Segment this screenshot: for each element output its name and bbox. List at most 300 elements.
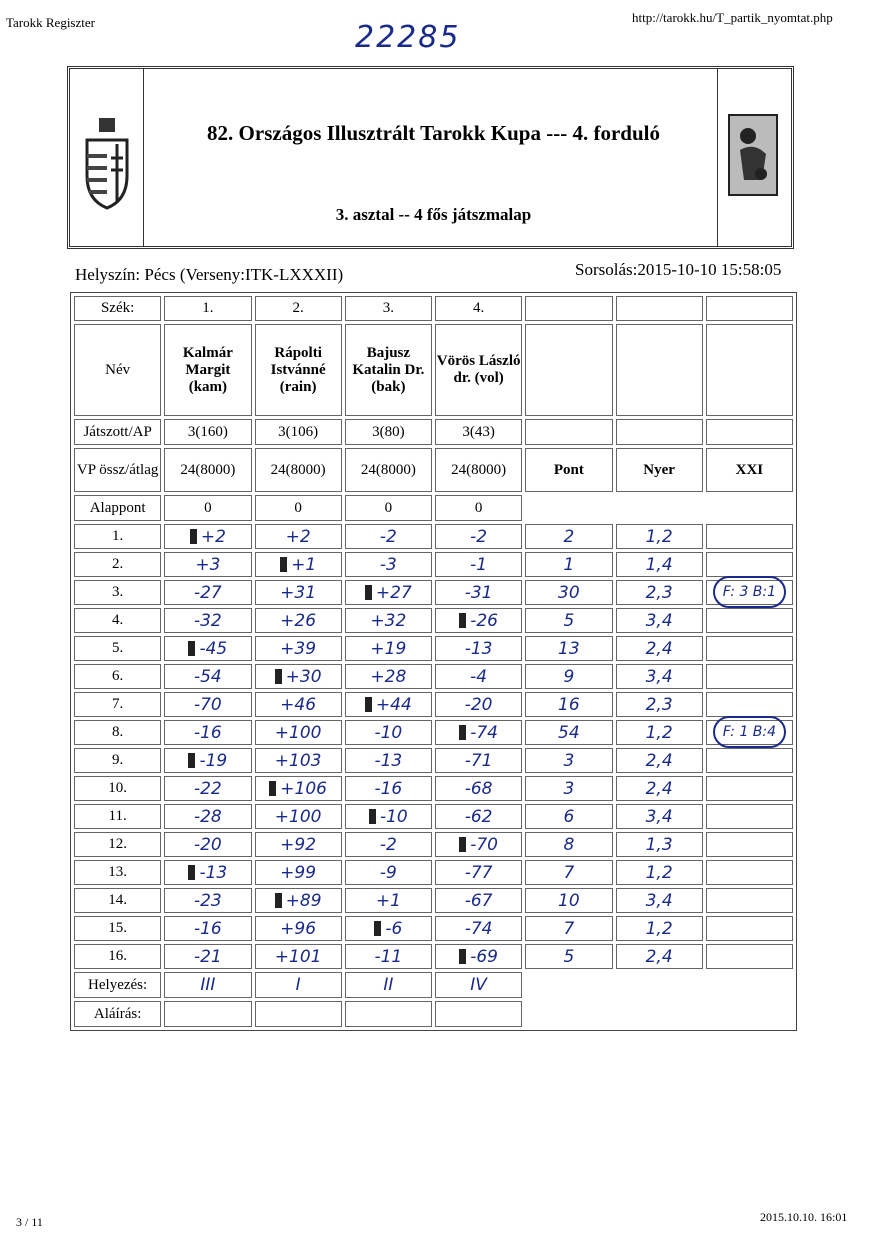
played-value: 3(106) — [255, 419, 342, 445]
nyer-value: 3,4 — [616, 664, 703, 689]
score-value: +30 — [285, 666, 322, 687]
score-cell — [255, 832, 342, 857]
score-cell — [255, 916, 342, 941]
score-cell — [435, 552, 522, 577]
score-cell — [345, 860, 432, 885]
score-value: +3 — [195, 554, 221, 575]
coat-of-arms-cell — [70, 69, 144, 246]
dealer-mark-icon — [280, 557, 287, 572]
score-value: -13 — [199, 862, 228, 883]
game-number: 5. — [74, 636, 161, 661]
score-value: +27 — [375, 582, 412, 603]
game-number: 6. — [74, 664, 161, 689]
score-value: +46 — [280, 694, 317, 715]
score-cell — [255, 692, 342, 717]
nyer-value: 3,4 — [616, 888, 703, 913]
score-value: -13 — [464, 638, 493, 659]
score-value: -2 — [379, 834, 397, 855]
base-value: 0 — [255, 495, 342, 521]
score-cell — [255, 608, 342, 633]
game-number: 1. — [74, 524, 161, 549]
score-cell — [164, 860, 251, 885]
score-value: +96 — [280, 918, 317, 939]
score-value: +1 — [375, 890, 401, 911]
score-value: -2 — [379, 526, 397, 547]
xxi-cell — [706, 804, 793, 829]
table-row — [74, 916, 793, 941]
score-value: -9 — [379, 862, 397, 883]
score-value: -71 — [464, 750, 493, 771]
pont-value: 10 — [525, 888, 612, 913]
score-value: -20 — [193, 834, 222, 855]
score-value: +19 — [370, 638, 407, 659]
nyer-value: 1,3 — [616, 832, 703, 857]
score-cell — [435, 804, 522, 829]
table-row — [74, 664, 793, 689]
score-cell — [435, 776, 522, 801]
score-cell — [255, 860, 342, 885]
dealer-mark-icon — [275, 893, 282, 908]
game-number: 4. — [74, 608, 161, 633]
score-value: +101 — [274, 946, 322, 967]
score-cell — [255, 524, 342, 549]
empty-cell — [616, 419, 703, 445]
score-cell — [164, 552, 251, 577]
score-value: -28 — [193, 806, 222, 827]
score-cell — [255, 888, 342, 913]
pont-value: 7 — [525, 860, 612, 885]
score-value: +100 — [274, 722, 322, 743]
score-value: -74 — [470, 722, 499, 743]
score-cell — [435, 944, 522, 969]
score-value: -13 — [374, 750, 403, 771]
nyer-value: 1,2 — [616, 916, 703, 941]
dealer-mark-icon — [269, 781, 276, 796]
score-cell — [435, 832, 522, 857]
vp-value: 24(8000) — [255, 448, 342, 492]
pont-value: 30 — [525, 580, 612, 605]
score-cell — [345, 916, 432, 941]
score-value: +89 — [285, 890, 322, 911]
game-number: 15. — [74, 916, 161, 941]
score-cell — [255, 720, 342, 745]
xxi-note: F: 3 B:1 — [713, 576, 786, 608]
table-row — [74, 636, 793, 661]
page-url: http://tarokk.hu/T_partik_nyomtat.php — [632, 10, 833, 25]
score-cell — [345, 804, 432, 829]
xxi-cell — [706, 664, 793, 689]
score-value: -23 — [193, 890, 222, 911]
score-cell — [255, 944, 342, 969]
table-row — [74, 776, 793, 801]
empty-cell — [616, 324, 703, 416]
game-number: 12. — [74, 832, 161, 857]
score-table — [70, 292, 797, 1031]
name-label: Név — [74, 324, 161, 416]
table-row — [74, 944, 793, 969]
xxi-cell — [706, 748, 793, 773]
score-value: -1 — [470, 554, 488, 575]
page-number: 3 / 11 — [16, 1215, 43, 1229]
xxi-cell — [706, 888, 793, 913]
score-cell — [435, 888, 522, 913]
score-cell — [435, 636, 522, 661]
rank-value: III — [164, 972, 251, 998]
dealer-mark-icon — [365, 585, 372, 600]
score-value: -19 — [199, 750, 228, 771]
empty-cell — [525, 1001, 612, 1027]
xxi-cell — [706, 944, 793, 969]
empty-cell — [616, 972, 703, 998]
seat-number: 3. — [345, 296, 432, 321]
score-cell — [164, 636, 251, 661]
nyer-value: 2,4 — [616, 776, 703, 801]
xxi-header: XXI — [706, 448, 793, 492]
signature-label: Aláírás: — [74, 1001, 161, 1027]
table-row — [74, 296, 793, 321]
score-value: +100 — [274, 806, 322, 827]
score-cell — [164, 608, 251, 633]
vp-value: 24(8000) — [164, 448, 251, 492]
player-name: Vörös László dr. (vol) — [435, 324, 522, 416]
pont-value: 7 — [525, 916, 612, 941]
table-row — [74, 804, 793, 829]
score-cell — [345, 776, 432, 801]
table-row — [74, 495, 793, 521]
player-name: Bajusz Katalin Dr. (bak) — [345, 324, 432, 416]
score-cell — [345, 608, 432, 633]
pont-value: 3 — [525, 776, 612, 801]
xxi-cell — [706, 608, 793, 633]
xxi-note: F: 1 B:4 — [713, 716, 786, 748]
score-value: -20 — [464, 694, 493, 715]
empty-cell — [616, 296, 703, 321]
page-title: 82. Országos Illusztrált Tarokk Kupa --- 4. forduló — [207, 121, 660, 145]
seat-number: 1. — [164, 296, 251, 321]
score-cell — [164, 916, 251, 941]
pont-value: 3 — [525, 748, 612, 773]
played-value: 3(80) — [345, 419, 432, 445]
score-cell — [345, 748, 432, 773]
score-value: +1 — [291, 554, 317, 575]
score-cell — [164, 664, 251, 689]
nyer-value: 2,3 — [616, 580, 703, 605]
table-row — [74, 324, 793, 416]
empty-cell — [706, 972, 793, 998]
vp-label: VP össz/átlag — [74, 448, 161, 492]
nyer-value: 1,2 — [616, 524, 703, 549]
played-value: 3(43) — [435, 419, 522, 445]
seat-number: 2. — [255, 296, 342, 321]
game-number: 13. — [74, 860, 161, 885]
score-value: -16 — [374, 778, 403, 799]
score-cell — [435, 860, 522, 885]
score-value: +99 — [280, 862, 317, 883]
score-cell — [435, 664, 522, 689]
game-number: 9. — [74, 748, 161, 773]
signature-cell — [345, 1001, 432, 1027]
signature-cell — [435, 1001, 522, 1027]
score-cell — [255, 776, 342, 801]
xxi-cell — [706, 636, 793, 661]
score-cell — [345, 636, 432, 661]
score-cell — [164, 748, 251, 773]
player-name: Rápolti Istvánné (rain) — [255, 324, 342, 416]
score-cell — [164, 776, 251, 801]
score-value: +103 — [274, 750, 322, 771]
game-number: 10. — [74, 776, 161, 801]
nyer-value: 3,4 — [616, 804, 703, 829]
dealer-mark-icon — [459, 837, 466, 852]
rank-label: Helyezés: — [74, 972, 161, 998]
played-label: Játszott/AP — [74, 419, 161, 445]
empty-cell — [706, 419, 793, 445]
dealer-mark-icon — [188, 753, 195, 768]
score-cell — [345, 580, 432, 605]
pont-value: 8 — [525, 832, 612, 857]
pont-value: 16 — [525, 692, 612, 717]
empty-cell — [616, 1001, 703, 1027]
table-row — [74, 720, 793, 745]
pont-value: 5 — [525, 944, 612, 969]
player-name: Kalmár Margit (kam) — [164, 324, 251, 416]
score-cell — [164, 692, 251, 717]
table-row — [74, 448, 793, 492]
score-value: -10 — [379, 806, 408, 827]
score-cell — [164, 524, 251, 549]
table-row — [74, 552, 793, 577]
dealer-mark-icon — [459, 613, 466, 628]
table-row — [74, 1001, 793, 1027]
score-value: +39 — [280, 638, 317, 659]
score-value: -10 — [374, 722, 403, 743]
score-value: +92 — [280, 834, 317, 855]
score-value: -11 — [374, 946, 403, 967]
score-value: +32 — [370, 610, 407, 631]
score-cell — [255, 580, 342, 605]
score-cell — [345, 664, 432, 689]
score-value: -21 — [193, 946, 222, 967]
score-cell — [255, 804, 342, 829]
score-value: -16 — [193, 722, 222, 743]
score-cell — [435, 580, 522, 605]
base-value: 0 — [164, 495, 251, 521]
signature-cell — [164, 1001, 251, 1027]
score-value: -31 — [464, 582, 493, 603]
rank-value: IV — [435, 972, 522, 998]
pont-value: 1 — [525, 552, 612, 577]
xxi-cell — [706, 580, 793, 605]
empty-cell — [525, 495, 612, 521]
table-row — [74, 832, 793, 857]
score-value: +26 — [280, 610, 317, 631]
seat-number: 4. — [435, 296, 522, 321]
score-cell — [435, 692, 522, 717]
pont-value: 54 — [525, 720, 612, 745]
empty-cell — [706, 324, 793, 416]
score-cell — [255, 748, 342, 773]
table-row — [74, 419, 793, 445]
nyer-value: 3,4 — [616, 608, 703, 633]
score-value: -70 — [193, 694, 222, 715]
xxi-cell — [706, 692, 793, 717]
pont-header: Pont — [525, 448, 612, 492]
score-value: -70 — [470, 834, 499, 855]
empty-cell — [706, 1001, 793, 1027]
dealer-mark-icon — [190, 529, 197, 544]
score-cell — [345, 944, 432, 969]
score-cell — [164, 888, 251, 913]
nyer-value: 1,2 — [616, 860, 703, 885]
empty-cell — [525, 972, 612, 998]
draw-timestamp: Sorsolás:2015-10-10 15:58:05 — [575, 260, 782, 279]
nyer-value: 2,4 — [616, 748, 703, 773]
game-number: 8. — [74, 720, 161, 745]
score-value: -45 — [199, 638, 228, 659]
rank-value: II — [345, 972, 432, 998]
dealer-mark-icon — [369, 809, 376, 824]
score-value: +44 — [375, 694, 412, 715]
score-value: +106 — [280, 778, 327, 799]
score-cell — [345, 720, 432, 745]
played-value: 3(160) — [164, 419, 251, 445]
table-row — [74, 580, 793, 605]
table-row — [74, 972, 793, 998]
empty-cell — [706, 495, 793, 521]
pont-value: 9 — [525, 664, 612, 689]
xxi-cell — [706, 552, 793, 577]
table-row — [74, 860, 793, 885]
pont-value: 2 — [525, 524, 612, 549]
seat-label: Szék: — [74, 296, 161, 321]
dealer-mark-icon — [374, 921, 381, 936]
score-value: -16 — [193, 918, 222, 939]
table-row — [74, 692, 793, 717]
score-value: +28 — [370, 666, 407, 687]
game-number: 2. — [74, 552, 161, 577]
dealer-mark-icon — [188, 865, 195, 880]
score-value: -74 — [464, 918, 493, 939]
nyer-value: 1,2 — [616, 720, 703, 745]
pont-value: 5 — [525, 608, 612, 633]
dealer-mark-icon — [365, 697, 372, 712]
dealer-mark-icon — [188, 641, 195, 656]
pont-value: 13 — [525, 636, 612, 661]
nyer-value: 2,4 — [616, 636, 703, 661]
table-row — [74, 608, 793, 633]
score-cell — [164, 580, 251, 605]
score-value: -2 — [470, 526, 488, 547]
score-cell — [345, 552, 432, 577]
score-cell — [255, 636, 342, 661]
dealer-mark-icon — [459, 949, 466, 964]
score-value: -27 — [193, 582, 222, 603]
table-row — [74, 888, 793, 913]
table-row — [74, 524, 793, 549]
score-cell — [164, 832, 251, 857]
nyer-value: 2,3 — [616, 692, 703, 717]
page-subtitle: 3. asztal -- 4 fős játszmalap — [335, 205, 532, 224]
score-value: +2 — [200, 526, 226, 547]
score-value: -62 — [464, 806, 493, 827]
base-label: Alappont — [74, 495, 161, 521]
score-value: -54 — [193, 666, 222, 687]
score-value: +31 — [280, 582, 317, 603]
game-number: 11. — [74, 804, 161, 829]
tarokk-card-icon — [728, 114, 778, 196]
rank-value: I — [255, 972, 342, 998]
vp-value: 24(8000) — [345, 448, 432, 492]
score-value: -3 — [379, 554, 397, 575]
empty-cell — [525, 419, 612, 445]
score-cell — [164, 720, 251, 745]
xxi-cell — [706, 720, 793, 745]
dealer-mark-icon — [275, 669, 282, 684]
score-cell — [435, 748, 522, 773]
app-name: Tarokk Regiszter — [6, 15, 95, 30]
score-value: -67 — [464, 890, 493, 911]
score-cell — [345, 692, 432, 717]
game-number: 14. — [74, 888, 161, 913]
xxi-cell — [706, 524, 793, 549]
score-cell — [435, 608, 522, 633]
base-value: 0 — [435, 495, 522, 521]
score-value: +2 — [285, 526, 311, 547]
score-value: -22 — [193, 778, 222, 799]
xxi-cell — [706, 860, 793, 885]
table-row — [74, 748, 793, 773]
empty-cell — [616, 495, 703, 521]
game-number: 16. — [74, 944, 161, 969]
base-value: 0 — [345, 495, 432, 521]
score-cell — [255, 552, 342, 577]
nyer-value: 1,4 — [616, 552, 703, 577]
vp-value: 24(8000) — [435, 448, 522, 492]
score-cell — [435, 916, 522, 941]
print-datetime: 2015.10.10. 16:01 — [760, 1210, 848, 1224]
score-value: -68 — [464, 778, 493, 799]
game-number: 3. — [74, 580, 161, 605]
signature-cell — [255, 1001, 342, 1027]
game-number: 7. — [74, 692, 161, 717]
score-value: -4 — [470, 666, 488, 687]
empty-cell — [706, 296, 793, 321]
score-value: -6 — [385, 918, 403, 939]
location-info: Helyszín: Pécs (Verseny:ITK-LXXXII) — [75, 265, 344, 284]
score-value: -32 — [193, 610, 222, 631]
xxi-cell — [706, 776, 793, 801]
score-cell — [345, 832, 432, 857]
handwritten-number: 22285 — [355, 20, 461, 55]
dealer-mark-icon — [459, 725, 466, 740]
score-cell — [435, 524, 522, 549]
score-cell — [345, 524, 432, 549]
score-value: -26 — [470, 610, 499, 631]
nyer-header: Nyer — [616, 448, 703, 492]
score-value: -69 — [470, 946, 499, 967]
coat-of-arms-icon — [77, 114, 137, 214]
score-cell — [435, 720, 522, 745]
empty-cell — [525, 324, 612, 416]
xxi-cell — [706, 832, 793, 857]
empty-cell — [525, 296, 612, 321]
score-cell — [164, 944, 251, 969]
score-value: -77 — [464, 862, 493, 883]
nyer-value: 2,4 — [616, 944, 703, 969]
xxi-cell — [706, 916, 793, 941]
score-cell — [345, 888, 432, 913]
pont-value: 6 — [525, 804, 612, 829]
